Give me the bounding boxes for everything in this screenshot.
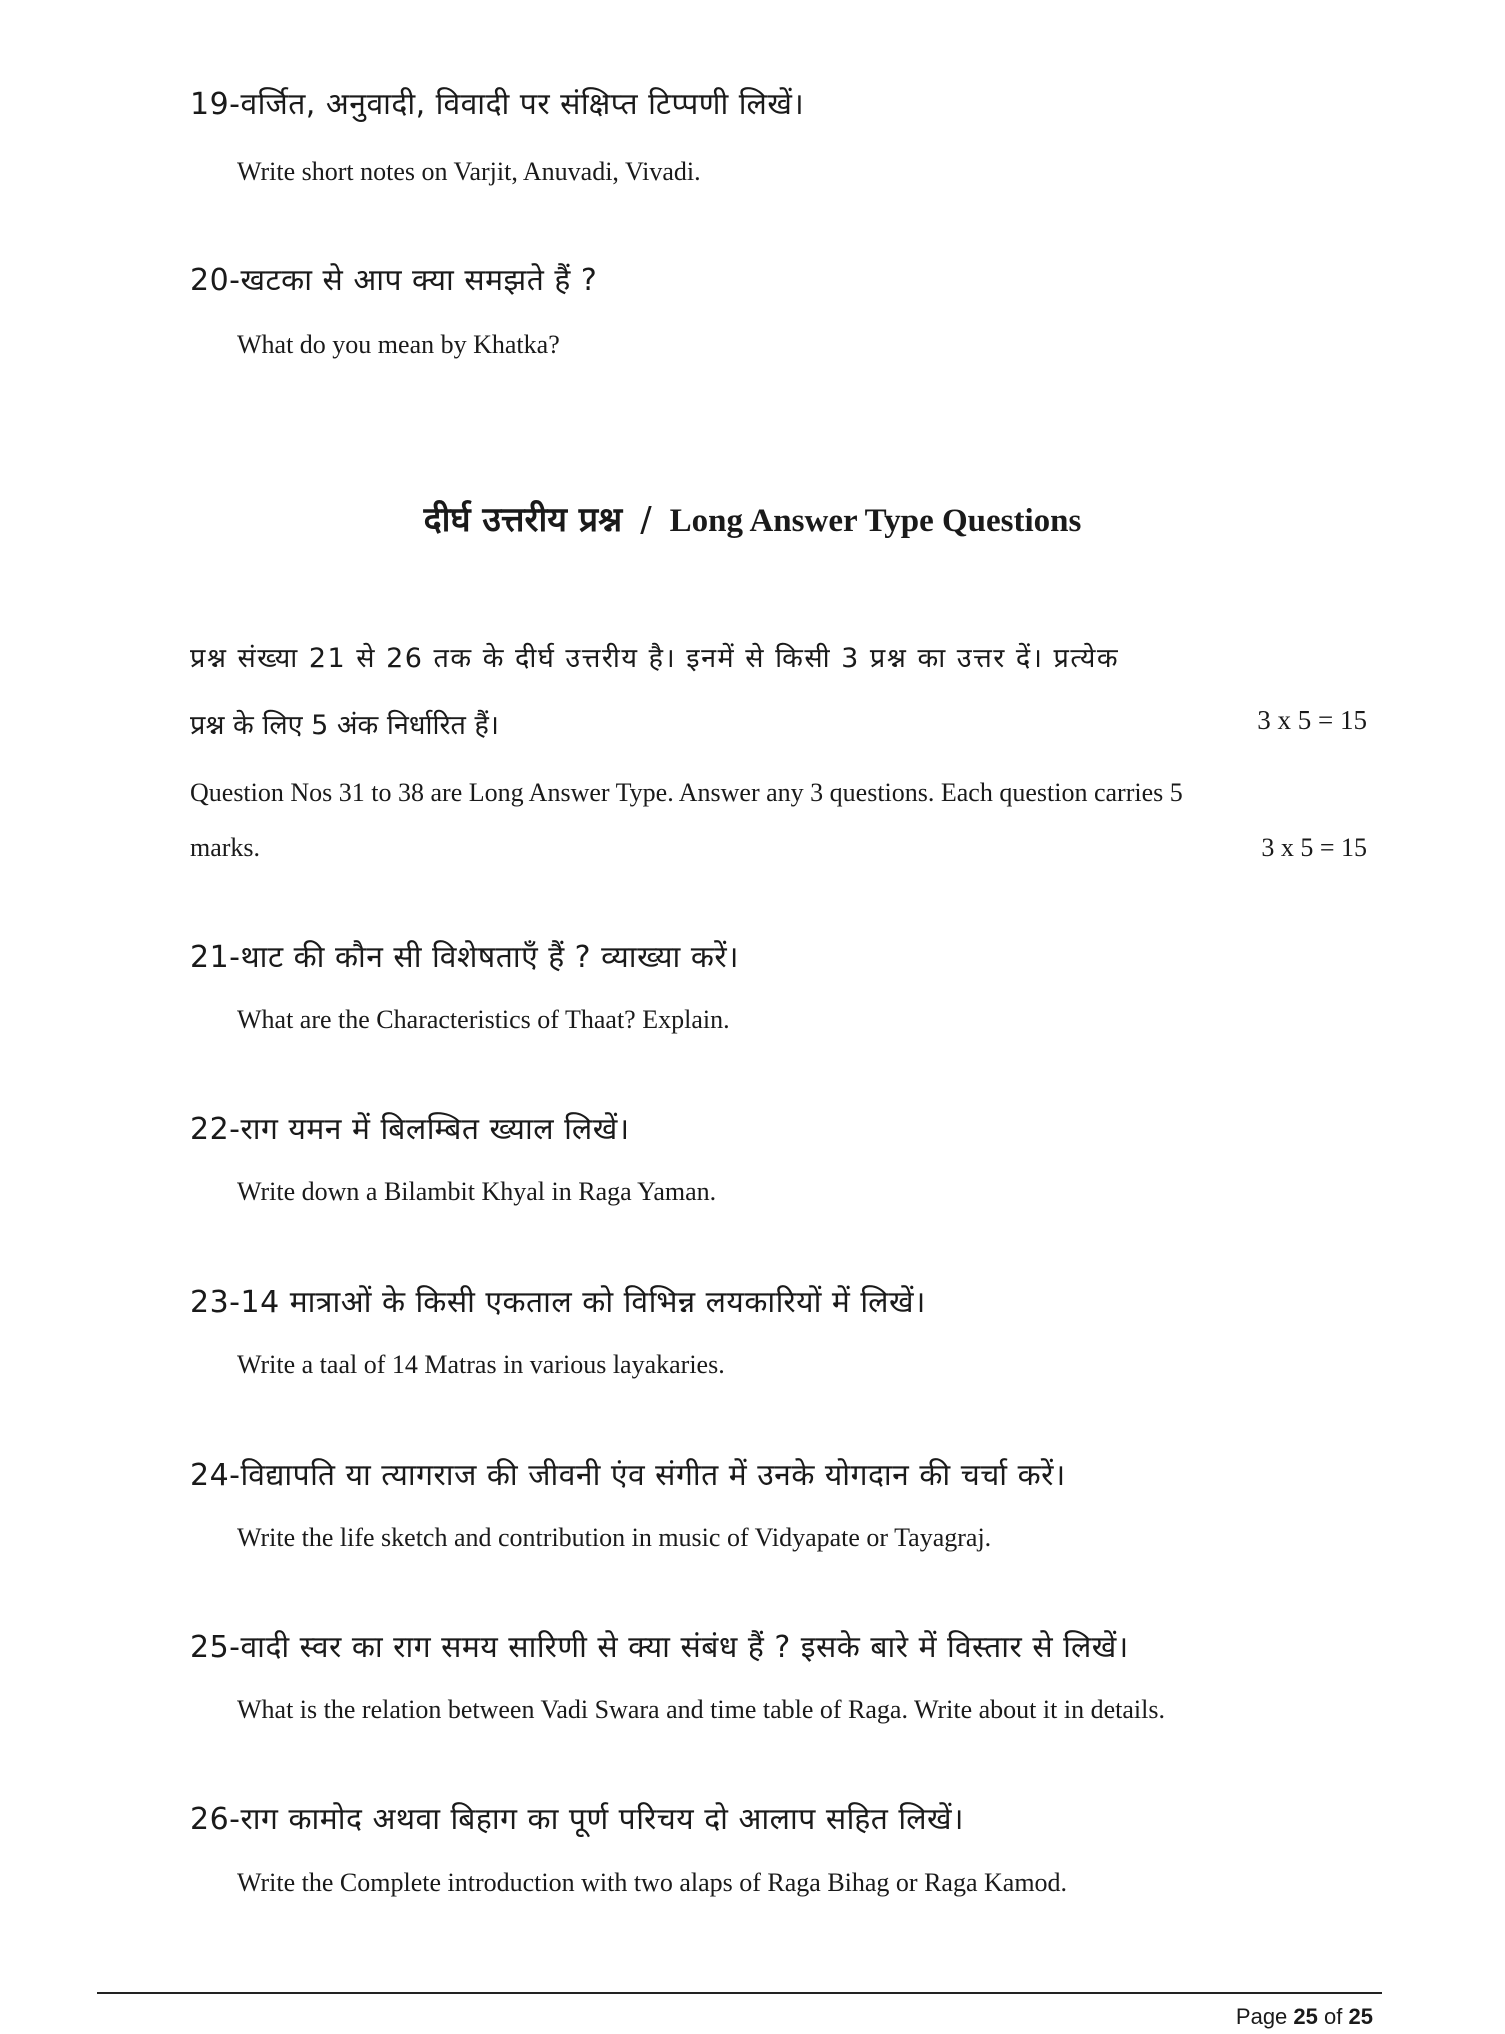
instruction-english-line1: Question Nos 31 to 38 are Long Answer Type. Answer any 3 questions. Each question carries 5 <box>190 778 1183 807</box>
question-25-hindi: 25-वादी स्वर का राग समय सारिणी से क्या संबंध हैं ? इसके बारे में विस्तार से लिखें। <box>190 1630 1129 1665</box>
question-19-hindi: 19-वर्जित, अनुवादी, विवादी पर संक्षिप्त टिप्पणी लिखें। <box>190 87 805 122</box>
question-22-hindi: 22-राग यमन में बिलम्बित ख्याल लिखें। <box>190 1112 630 1147</box>
question-24-hindi: 24-विद्यापति या त्यागराज की जीवनी एंव संगीत में उनके योगदान की चर्चा करें। <box>190 1458 1066 1493</box>
footer-divider <box>97 1992 1382 1994</box>
page-label: Page <box>1235 2004 1288 2029</box>
page-of-label: of <box>1324 2004 1343 2029</box>
section-heading-hindi: दीर्घ उत्तरीय प्रश्न <box>423 500 623 540</box>
page-total: 25 <box>1348 2004 1373 2029</box>
instruction-hindi-line2: प्रश्न के लिए 5 अंक निर्धारित हैं। <box>190 710 500 741</box>
instruction-english-line2-row <box>190 833 1367 863</box>
section-heading <box>0 495 1505 541</box>
question-26-hindi: 26-राग कामोद अथवा बिहाग का पूर्ण परिचय दो आलाप सहित लिखें। <box>190 1802 964 1837</box>
instruction-english-line2: marks. <box>190 833 261 862</box>
instruction-hindi-line1: प्रश्न संख्या 21 से 26 तक के दीर्घ उत्तरीय है। इनमें से किसी 3 प्रश्न का उत्तर दें। प्रत्येक <box>190 643 1120 674</box>
marks-hindi: 3 x 5 = 15 <box>1257 705 1367 735</box>
section-heading-english: Long Answer Type Questions <box>669 503 1082 539</box>
question-26-english: Write the Complete introduction with two alaps of Raga Bihag or Raga Kamod. <box>237 1868 1068 1897</box>
question-21-english: What are the Characteristics of Thaat? Explain. <box>237 1005 730 1034</box>
question-20-hindi: 20-खटका से आप क्या समझते हैं ? <box>190 263 598 298</box>
marks-english: 3 x 5 = 15 <box>1261 833 1367 862</box>
instruction-hindi-line2-row <box>190 705 1367 742</box>
section-heading-separator: / <box>640 500 652 540</box>
page-number <box>1236 2004 1373 2030</box>
question-23-english: Write a taal of 14 Matras in various layakaries. <box>237 1350 725 1379</box>
question-20-english: What do you mean by Khatka? <box>237 330 560 359</box>
question-25-english: What is the relation between Vadi Swara and time table of Raga. Write about it in details. <box>237 1695 1165 1724</box>
question-23-hindi: 23-14 मात्राओं के किसी एकताल को विभिन्न लयकारियों में लिखें। <box>190 1285 926 1320</box>
question-22-english: Write down a Bilambit Khyal in Raga Yaman. <box>237 1177 717 1206</box>
question-19-english: Write short notes on Varjit, Anuvadi, Vivadi. <box>237 157 701 186</box>
question-21-hindi: 21-थाट की कौन सी विशेषताएँ हैं ? व्याख्या करें। <box>190 940 740 975</box>
page-current: 25 <box>1293 2004 1318 2029</box>
question-24-english: Write the life sketch and contribution in music of Vidyapate or Tayagraj. <box>237 1523 992 1552</box>
